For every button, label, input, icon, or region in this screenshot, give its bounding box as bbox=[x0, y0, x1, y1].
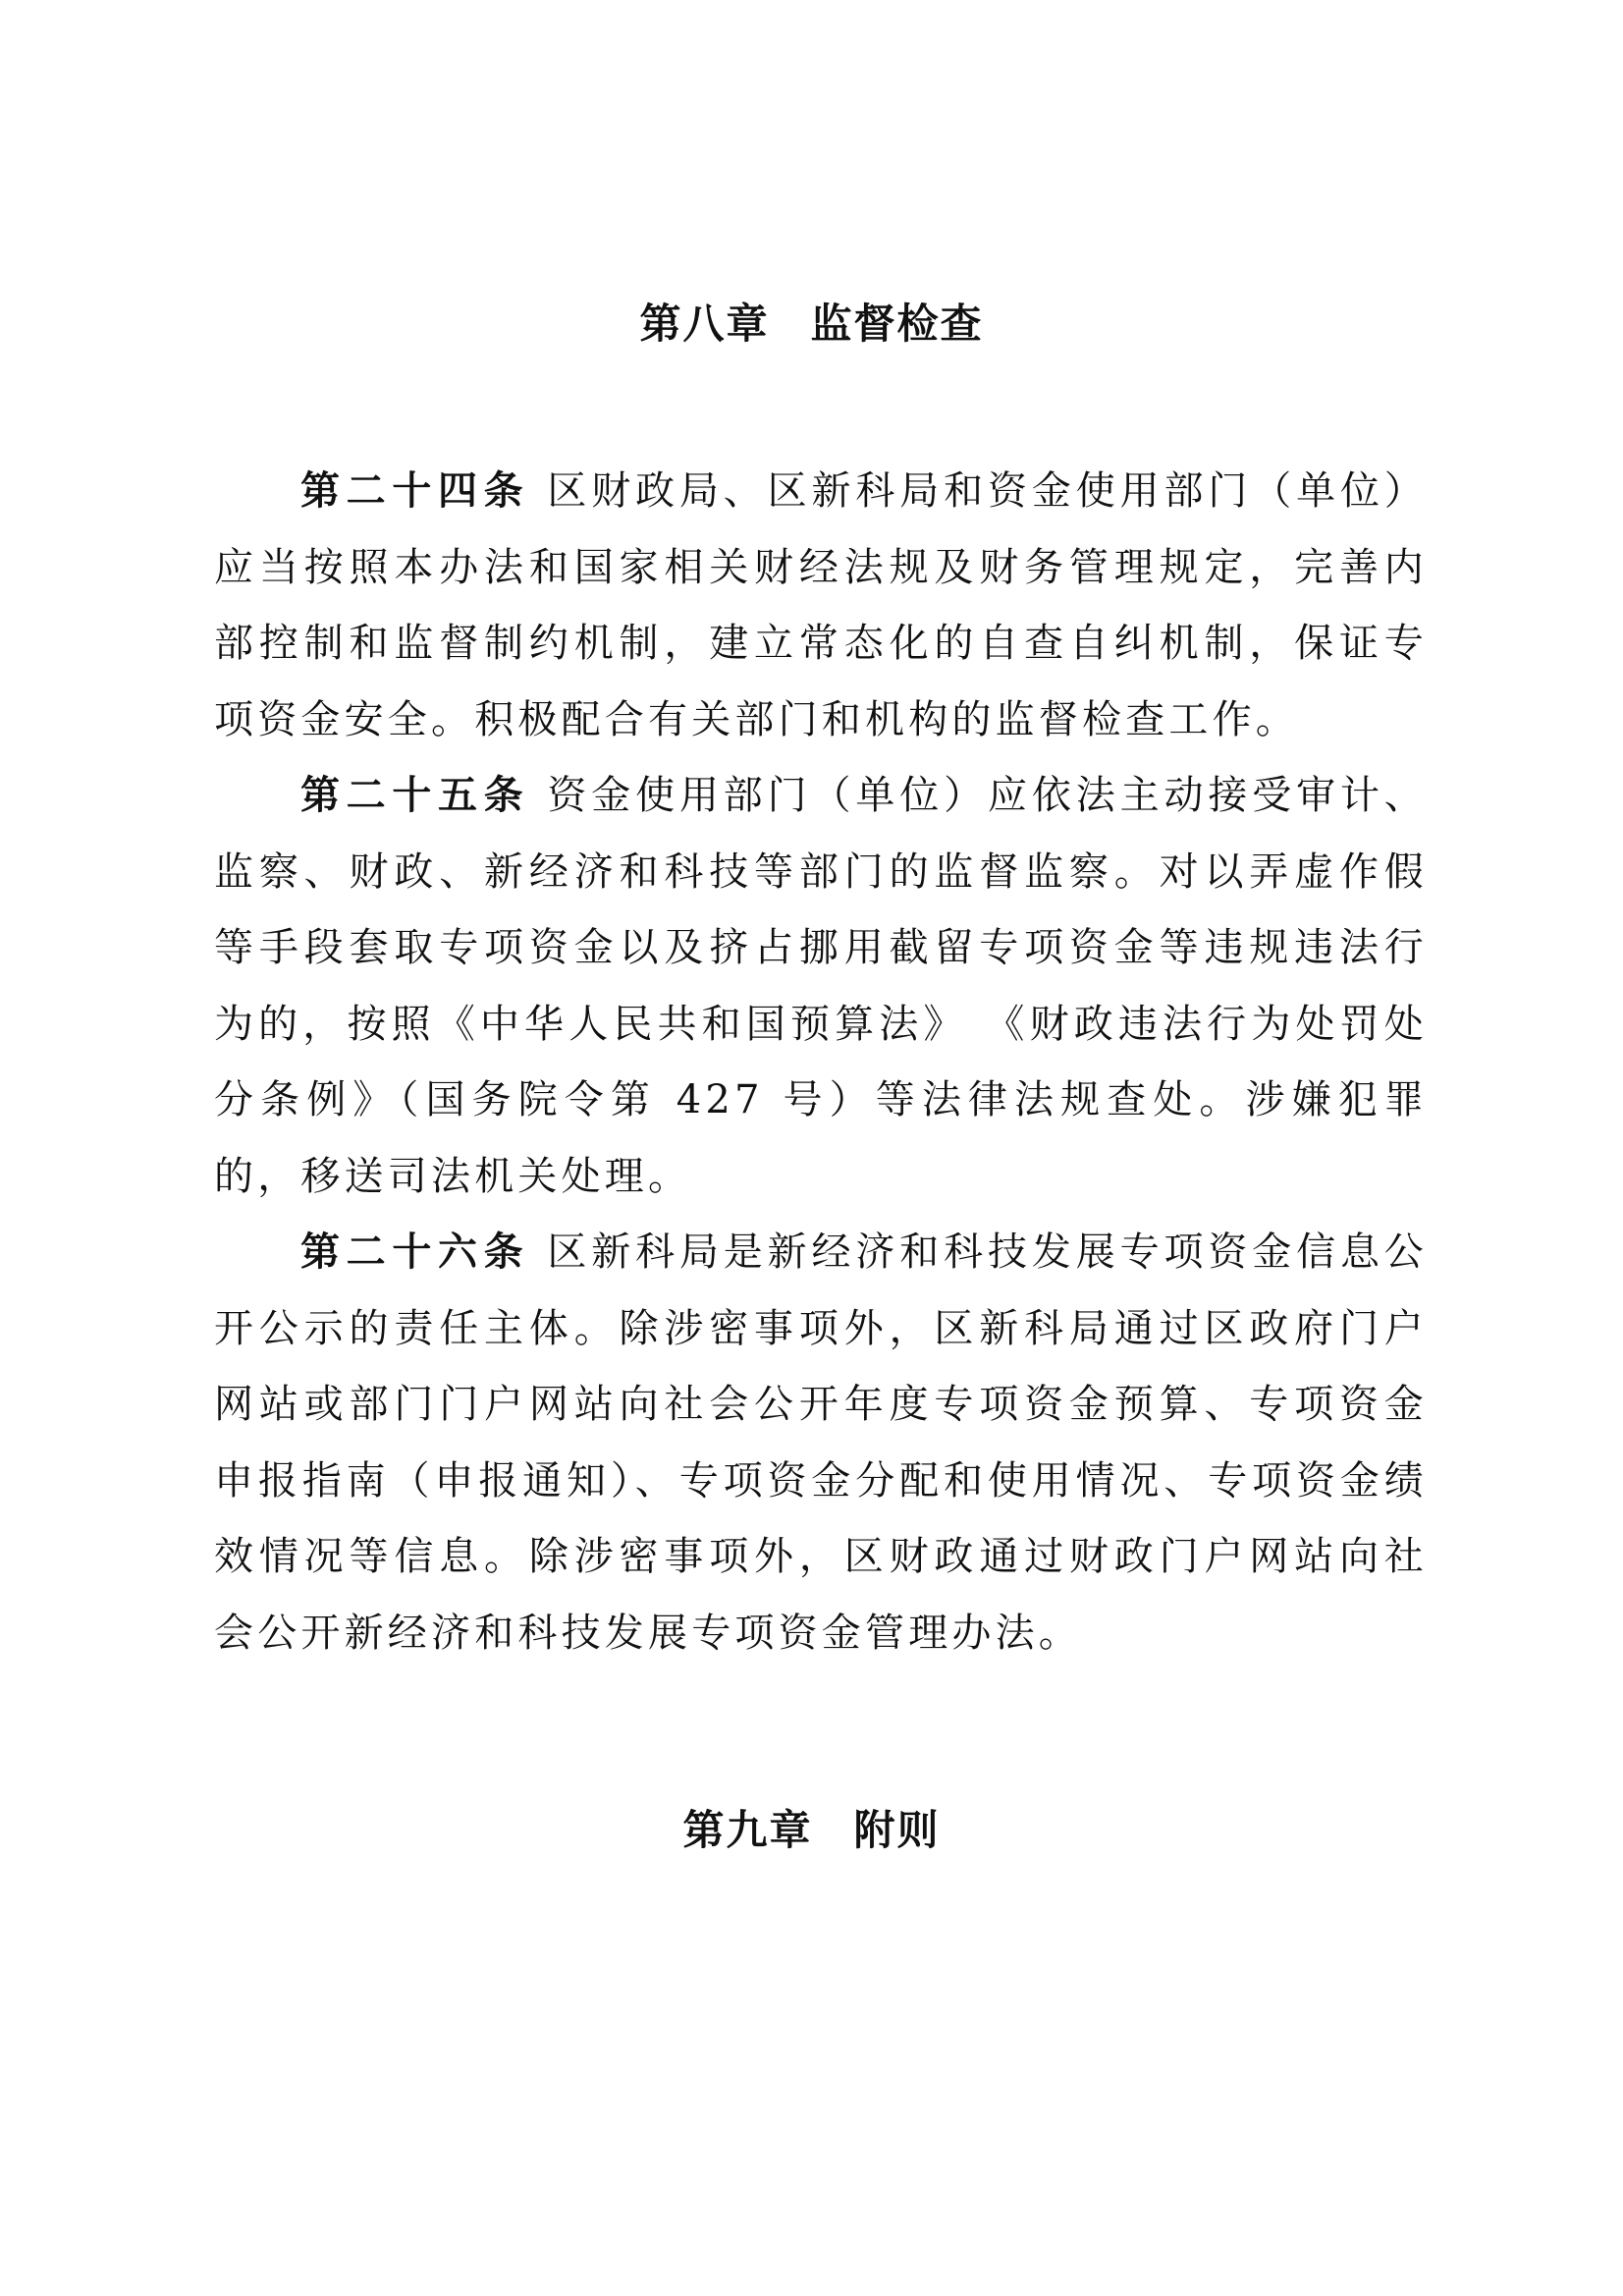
chapter-8-title: 监督检查 bbox=[810, 300, 984, 348]
article-26-text: 区新科局是新经济和科技发展专项资金信息公开公示的责任主体。除涉密事项外，区新科局通过区政府门户网站或部门门户网站向社会公开年度专项资金预算、专项资金申报指南（申报通知）、专项资金分配和使用情况、专项资金绩效情况等信息。除涉密事项外，区财政通过财政门户网站向社会公开新经济和科技发展专项资金管理办法。 bbox=[214, 1230, 1429, 1656]
article-24-text: 区财政局、区新科局和资金使用部门（单位）应当按照本办法和国家相关财经法规及财务管理规定，完善内部控制和监督制约机制，建立常态化的自查自纠机制，保证专项资金安全。积极配合有关部门和机构的监督检查工作。 bbox=[214, 468, 1429, 742]
article-25-heading: 第二十五条 bbox=[300, 773, 530, 818]
article-25-text: 资金使用部门（单位）应依法主动接受审计、监察、财政、新经济和科技等部门的监督监察。对以弄虚作假等手段套取专项资金以及挤占挪用截留专项资金等违规违法行为的，按照《中华人民共和国预算法》 《财政违法行为处罚处分条例》（国务院令第 427 号）等法律法规查处。涉嫌犯罪的，移送司法机关处理。 bbox=[214, 773, 1429, 1199]
article-26 bbox=[214, 1215, 1428, 1671]
article-25 bbox=[214, 758, 1428, 1215]
chapter-8-heading bbox=[0, 295, 1623, 354]
chapter-9-title: 附则 bbox=[853, 1806, 941, 1854]
chapter-8-number: 第八章 bbox=[639, 300, 770, 348]
chapter-9-heading bbox=[0, 1801, 1623, 1860]
article-list bbox=[214, 454, 1428, 1671]
chapter-9-number: 第九章 bbox=[682, 1806, 813, 1854]
article-24 bbox=[214, 454, 1428, 758]
article-26-heading: 第二十六条 bbox=[300, 1230, 530, 1275]
article-24-heading: 第二十四条 bbox=[300, 468, 530, 514]
